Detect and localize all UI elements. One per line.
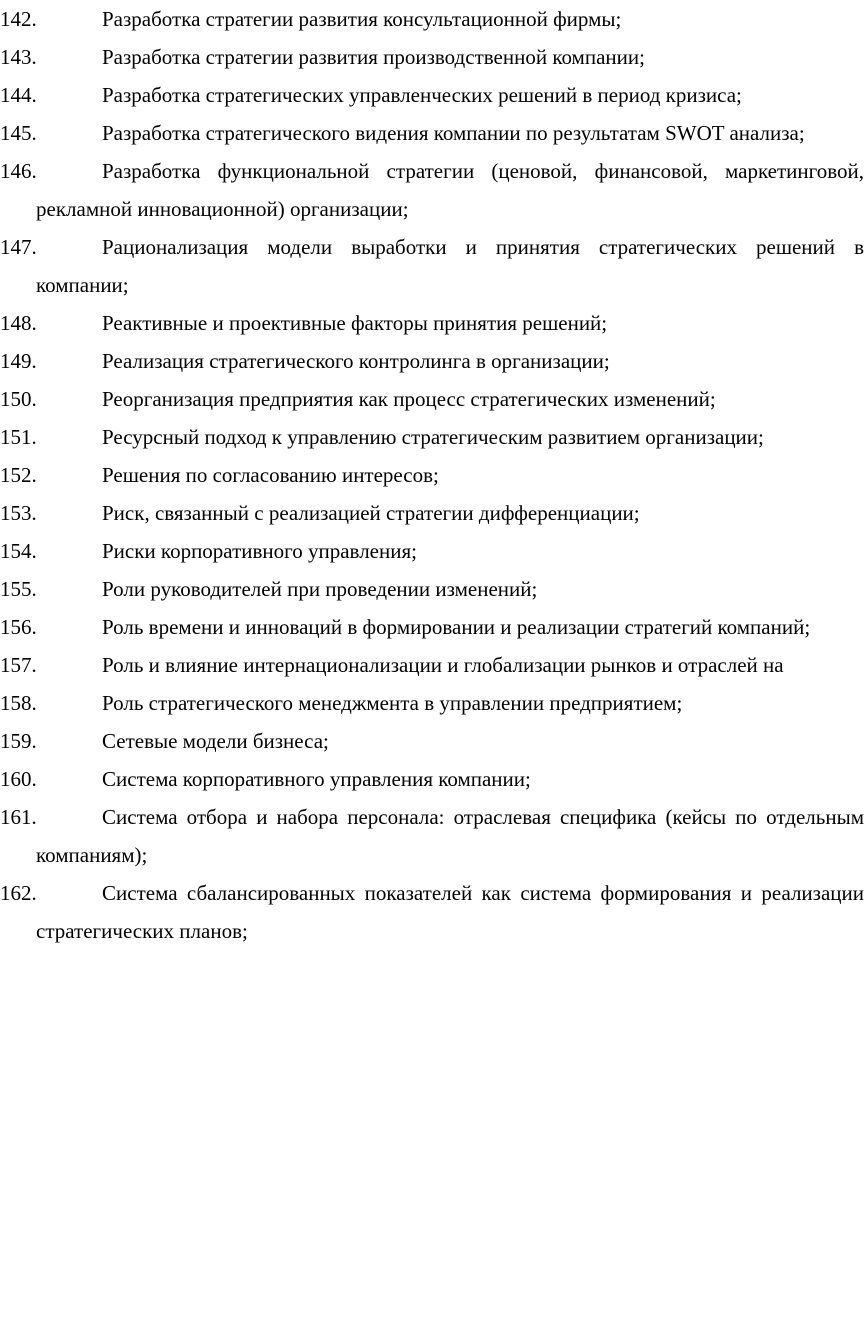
list-item [0,570,864,608]
item-number: 148. [0,311,37,335]
item-text: Решения по согласованию интересов; [102,463,439,487]
list-item [0,342,864,380]
list-item [0,722,864,760]
item-text: Система отбора и набора персонала: отраслевая специфика (кейсы по отдельным компаниям); [36,805,864,867]
item-number: 158. [0,691,37,715]
item-text: Роли руководителей при проведении изменений; [102,577,538,601]
list-item [0,798,864,874]
item-text: Роль времени и инноваций в формировании и реализации стратегий компаний; [102,615,811,639]
item-number: 144. [0,83,37,107]
list-item [0,494,864,532]
item-number: 142. [0,7,37,31]
item-text: Рационализация модели выработки и принятия стратегических решений в компании; [36,235,864,297]
item-text: Ресурсный подход к управлению стратегическим развитием организации; [102,425,764,449]
list-item [0,0,864,38]
list-item [0,418,864,456]
item-number: 153. [0,501,37,525]
item-text: Разработка стратегии развития производственной компании; [102,45,645,69]
list-item [0,228,864,304]
list-item [0,532,864,570]
item-number: 155. [0,577,37,601]
list-item [0,304,864,342]
item-number: 143. [0,45,37,69]
list-item [0,684,864,722]
list-item [0,608,864,646]
item-number: 159. [0,729,37,753]
item-text: Система корпоративного управления компании; [102,767,531,791]
list-item [0,76,864,114]
item-number: 151. [0,425,37,449]
item-text: Реорганизация предприятия как процесс стратегических изменений; [102,387,716,411]
item-number: 149. [0,349,37,373]
item-number: 160. [0,767,37,791]
item-text: Роль и влияние интернационализации и глобализации рынков и отраслей на [102,653,784,677]
item-text: Риск, связанный с реализацией стратегии дифференциации; [102,501,640,525]
list-item [0,874,864,950]
item-number: 154. [0,539,37,563]
item-number: 162. [0,881,37,905]
item-text: Риски корпоративного управления; [102,539,417,563]
item-number: 157. [0,653,37,677]
item-number: 145. [0,121,37,145]
item-text: Роль стратегического менеджмента в управлении предприятием; [102,691,683,715]
item-text: Разработка функциональной стратегии (ценовой, финансовой, маркетинговой, рекламной инновационной) организации; [36,159,864,221]
list-item [0,646,864,684]
list-item [0,152,864,228]
item-number: 150. [0,387,37,411]
list-item [0,38,864,76]
list-item [0,380,864,418]
item-number: 152. [0,463,37,487]
list-item [0,114,864,152]
item-text: Сетевые модели бизнеса; [102,729,329,753]
item-text: Разработка стратегического видения компании по результатам SWOT анализа; [102,121,805,145]
item-number: 156. [0,615,37,639]
item-number: 147. [0,235,37,259]
item-text: Реализация стратегического контролинга в организации; [102,349,610,373]
list-item [0,456,864,494]
item-number: 161. [0,805,37,829]
item-text: Разработка стратегических управленческих решений в период кризиса; [102,83,742,107]
item-number: 146. [0,159,37,183]
item-text: Система сбалансированных показателей как система формирования и реализации стратегических планов; [36,881,864,943]
item-text: Разработка стратегии развития консультационной фирмы; [102,7,622,31]
list-item [0,760,864,798]
item-text: Реактивные и проективные факторы принятия решений; [102,311,608,335]
